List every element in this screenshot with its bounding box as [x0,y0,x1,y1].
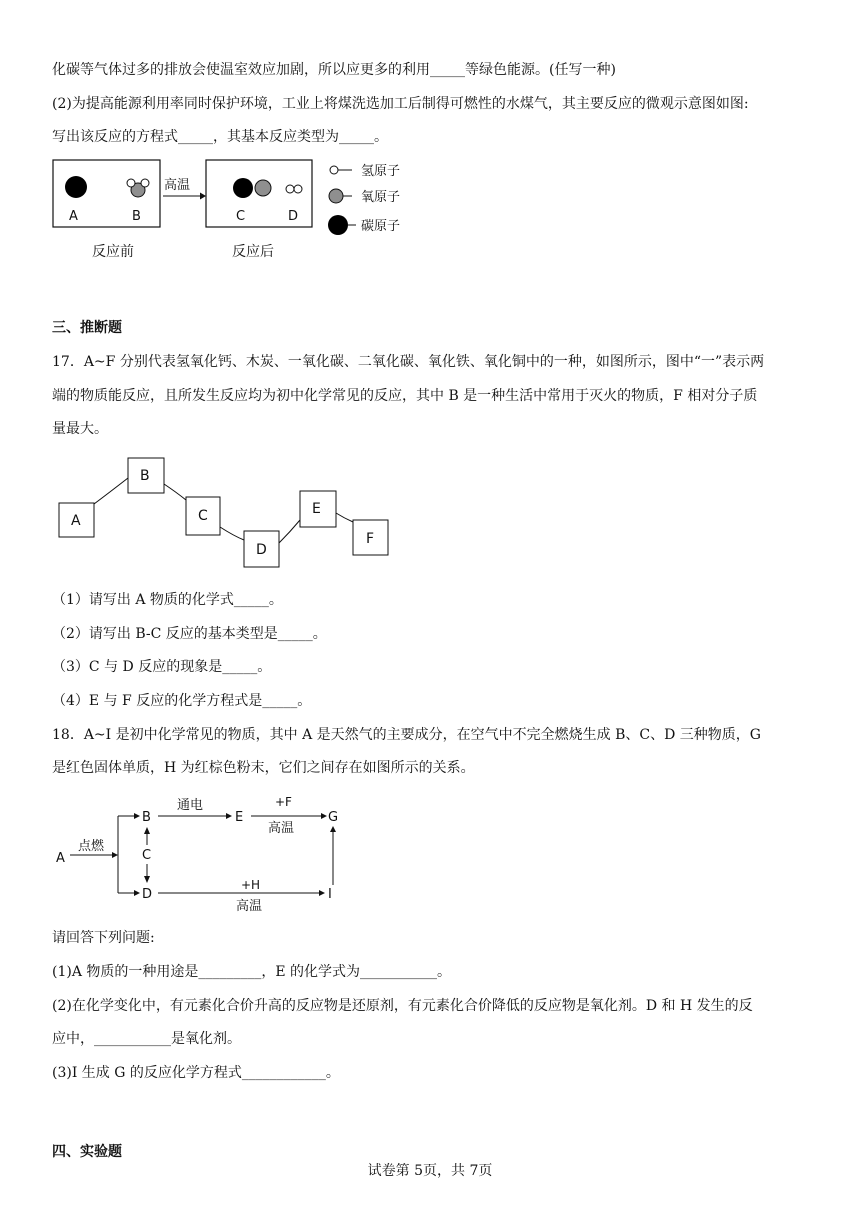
ignite-label: 点燃 [78,839,105,854]
electrolysis-label: 通电 [177,798,204,813]
caption-before: 反应前 [92,244,134,260]
question-17: 17．A~F 分别代表氢氧化钙、木炭、一氧化碳、二氧化碳、氧化铁、氧化铜中的一种，如图所示，图中“一”表示两 [52,354,765,370]
legend-oxygen: 氧原子 [361,190,401,205]
page-footer: 试卷第 5页，共 7页 [367,1163,493,1179]
node-e: E [235,810,244,825]
arrow-head [134,890,140,896]
node-a: A [56,851,65,866]
question-17-3: （3）C 与 D 反应的现象是_____。 [52,659,272,675]
question-16-2: (2)为提高能源利用率同时保护环境，工业上将煤洗选加工后制得可燃性的水煤气，其主要反应的微观示意图如图: [52,96,749,112]
label-c: C [236,209,246,224]
node-f-label: F [366,531,375,547]
question-18: 是红色固体单质，H 为红棕色粉末，它们之间存在如图所示的关系。 [52,760,475,776]
text-line: 化碳等气体过多的排放会使温室效应加剧，所以应更多的利用_____等绿色能源。(任写一种) [52,62,616,78]
question-17-1: （1）请写出 A 物质的化学式_____。 [52,592,283,608]
section-4-title: 四、实验题 [52,1144,122,1160]
plus-f-label: +F [275,795,292,809]
legend-hydrogen: 氢原子 [361,164,401,179]
question-17: 量最大。 [52,421,108,437]
arrow-head [319,890,325,896]
node-d-label: D [256,542,267,558]
arrow-label-high-temp: 高温 [164,178,191,193]
node-a-label: A [71,513,81,529]
node-g: G [328,810,339,825]
node-d: D [142,887,153,902]
plus-h-label: +H [241,878,261,892]
node-e-label: E [312,501,321,517]
question-18-1: (1)A 物质的一种用途是_________，E 的化学式为___________。 [52,964,452,980]
high-temp-label: 高温 [236,899,263,914]
arrow-head [226,813,232,819]
arrow-head [112,852,118,858]
node-b-label: B [140,468,150,484]
legend-carbon: 碳原子 [361,219,401,234]
high-temp-label: 高温 [268,821,295,836]
arrow-head [144,827,150,834]
arrow-head [330,826,336,832]
node-c: C [142,848,152,863]
label-d: D [288,209,299,224]
question-16-2-prompt: 写出该反应的方程式_____，其基本反应类型为_____。 [52,129,388,145]
question-18-3: (3)I 生成 G 的反应化学方程式____________。 [52,1065,340,1081]
question-17: 端的物质能反应，且所发生反应均为初中化学常见的反应，其中 B 是一种生活中常用于灭火的物质，F 相对分子质 [52,388,758,404]
caption-after: 反应后 [232,244,274,260]
label-b: B [132,209,141,224]
node-i: I [328,887,332,902]
section-3-title: 三、推断题 [52,320,122,336]
question-18-2: 应中，___________是氧化剂。 [52,1031,241,1047]
question-18-prompt: 请回答下列问题: [52,930,155,946]
question-17-2: （2）请写出 B-C 反应的基本类型是_____。 [52,626,327,642]
question-18: 18．A~I 是初中化学常见的物质，其中 A 是天然气的主要成分，在空气中不完全燃烧生成 B、C、D 三种物质，G [52,727,761,743]
label-a: A [69,209,78,224]
question-18-2: (2)在化学变化中，有元素化合价升高的反应物是还原剂，有元素化合价降低的反应物是氧化剂。D 和 H 发生的反 [52,998,753,1014]
arrow-head [321,813,327,819]
arrow-head [134,813,140,819]
arrow-head [144,876,150,883]
question-17-4: （4）E 与 F 反应的化学方程式是_____。 [52,693,312,709]
node-c-label: C [198,508,208,524]
node-b: B [142,810,151,825]
